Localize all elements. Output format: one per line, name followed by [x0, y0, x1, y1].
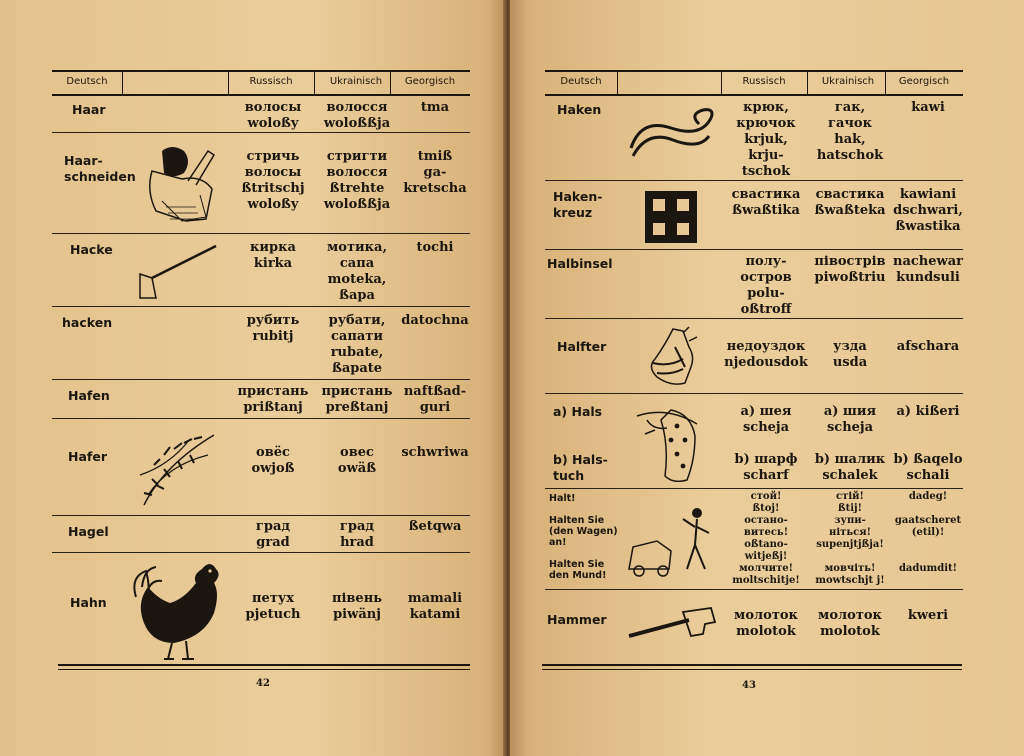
entry-uk: град hrad [339, 519, 375, 550]
table-row [545, 250, 963, 319]
entry-ge: tmiß ga- kretscha [403, 149, 467, 196]
entry-uk: півострів piwoßtriu [814, 254, 886, 285]
footer-rule [542, 664, 962, 670]
entry-uk: овес owäß [337, 445, 377, 476]
entry-uk: рубати, сапати rubate, ßapate [328, 313, 386, 376]
entry-de: Haken- kreuz [553, 189, 603, 220]
header-georgisch: Georgisch [898, 76, 950, 87]
rooster-illustration [132, 557, 228, 663]
page-number: 42 [256, 678, 270, 689]
left-dictionary-table [52, 70, 470, 622]
oats-illustration [134, 425, 226, 509]
hoe-illustration [134, 240, 220, 302]
entry-de: Hahn [70, 595, 107, 610]
entry-uk: свастика ßwaßteka [814, 187, 886, 218]
entry-uk: мотика, сапа moteka, ßapa [327, 240, 387, 303]
entry-uk: волосся woloßßja [323, 100, 391, 131]
entry-ge: a) kißeri b) ßaqelo schali [893, 404, 963, 483]
entry-ru: свастика ßwaßtika [731, 187, 801, 218]
entry-ge: kweri [907, 608, 949, 623]
table-row [52, 307, 470, 380]
entry-ru: молоток molotok [734, 608, 798, 639]
entry-ge: ßetqwa [408, 519, 462, 534]
header-deutsch: Deutsch [66, 76, 108, 87]
table-row [52, 553, 470, 665]
entry-uk: стій! ßtij! зупи- ніться! supenjtjßja! мовчіть! mowtschjt j! [815, 491, 885, 586]
entry-ru: град grad [255, 519, 291, 550]
header-russisch: Russisch [742, 76, 786, 87]
entry-ge: tochi [416, 240, 454, 255]
entry-ru: a) шея scheja b) шарф scharf [734, 404, 798, 483]
entry-de: Halt! Halten Sie (den Wagen) an! Halten Sie den Mund! [549, 493, 618, 581]
entry-de: Halbinsel [547, 256, 613, 271]
table-row [545, 319, 963, 394]
header-georgisch: Georgisch [404, 76, 456, 87]
entry-ru: стой! ßtoj! остано- витесь! oßtano- witjeßj! молчите! moltschitje! [732, 491, 800, 586]
swastika-illustration [641, 187, 701, 245]
entry-ge: dadeg! gaatscheret (etil)! dadumdit! [894, 491, 962, 574]
page-number: 43 [742, 680, 756, 691]
entry-de: Hacke [70, 242, 113, 257]
footer-rule [58, 664, 470, 670]
neck-scarf-illustration [627, 400, 715, 482]
stop-car-illustration [625, 499, 719, 579]
entry-ge: nachewar kundsuli [893, 254, 963, 285]
entry-uk: стригти волосся ßtrehte woloßßja [323, 149, 391, 212]
entry-uk: молоток molotok [818, 608, 882, 639]
entry-ru: полу- остров polu- oßtroff [740, 254, 792, 317]
entry-de: Hagel [68, 524, 109, 539]
entry-ru: овёс owjoß [251, 445, 295, 476]
entry-ru: волосы woloßy [244, 100, 302, 131]
table-row [545, 394, 963, 489]
table-row [52, 516, 470, 553]
entry-ru: рубить rubitj [246, 313, 300, 344]
entry-ge: tma [420, 100, 450, 115]
entry-de: Haar- schneiden [64, 153, 136, 184]
header-deutsch: Deutsch [560, 76, 602, 87]
entry-de: Hafen [68, 388, 110, 403]
entry-ru: петух pjetuch [245, 591, 301, 622]
entry-ge: kawi [911, 100, 945, 115]
entry-ru: кирка kirka [250, 240, 296, 271]
entry-de: a) Hals b) Hals- tuch [553, 404, 608, 483]
table-row [545, 489, 963, 590]
table-row [52, 380, 470, 419]
entry-uk: пристань preßtanj [321, 384, 393, 415]
table-row [545, 94, 963, 181]
table-row [52, 133, 470, 234]
right-page [510, 0, 1024, 756]
entry-de: Haar [72, 102, 106, 117]
entry-de: Hafer [68, 449, 107, 464]
header-russisch: Russisch [249, 76, 293, 87]
table-header [52, 70, 470, 96]
header-ukrainisch: Ukrainisch [821, 76, 875, 87]
table-row [545, 181, 963, 250]
table-header [545, 70, 963, 96]
entry-ge: afschara [896, 339, 960, 354]
entry-uk: півень piwänj [331, 591, 383, 622]
horse-halter-illustration [639, 325, 699, 387]
entry-de: Halfter [557, 339, 607, 354]
right-dictionary-table [545, 70, 963, 639]
entry-ru: недоуздок njedousdok [724, 339, 808, 370]
entry-de: hacken [62, 315, 113, 330]
entry-de: Haken [557, 102, 602, 117]
haircut-illustration [132, 141, 222, 227]
hook-illustration [627, 108, 717, 164]
table-row [52, 234, 470, 307]
entry-ru: пристань prißtanj [237, 384, 309, 415]
hammer-illustration [625, 604, 719, 644]
entry-de: Hammer [547, 612, 607, 627]
table-row [545, 590, 963, 654]
entry-ge: mamali katami [407, 591, 463, 622]
entry-ge: datochna [401, 313, 469, 328]
entry-uk: a) шия scheja b) шалик schalek [814, 404, 886, 483]
entry-ru: крюк, крючок krjuk, krju- tschok [736, 100, 796, 179]
entry-ge: schwriwa [401, 445, 469, 460]
table-row [52, 94, 470, 133]
entry-ge: naftßad- guri [403, 384, 467, 415]
entry-uk: узда usda [832, 339, 868, 370]
entry-uk: гак, гачок hak, hatschok [816, 100, 884, 163]
table-row [52, 419, 470, 516]
left-page [0, 0, 506, 756]
header-ukrainisch: Ukrainisch [329, 76, 383, 87]
entry-ru: стричь волосы ßtritschj woloßy [241, 149, 305, 212]
entry-ge: kawiani dschwari, ßwastika [893, 187, 963, 234]
